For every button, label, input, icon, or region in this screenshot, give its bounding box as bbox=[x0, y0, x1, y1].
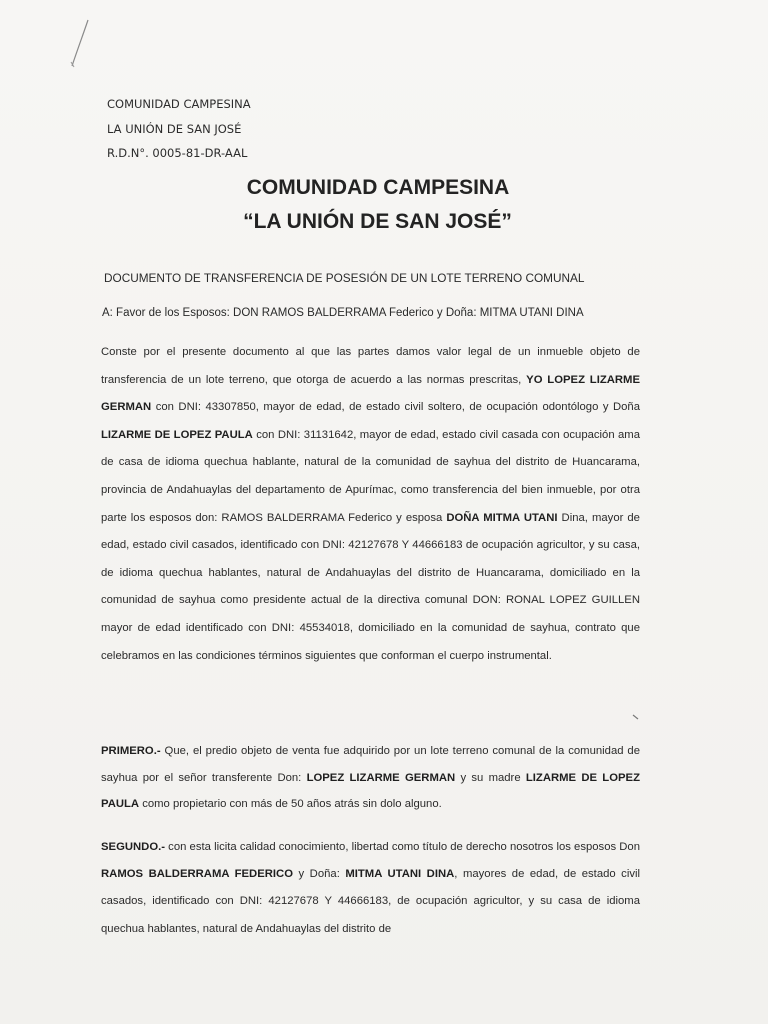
primero-text-2: y su madre bbox=[455, 771, 526, 784]
header-community-name: LA UNIÓN DE SAN JOSÉ bbox=[107, 121, 242, 136]
main-paragraph bbox=[101, 339, 640, 670]
pencil-mark bbox=[62, 18, 102, 70]
main-text-1: Conste por el presente documento al que las partes damos valor legal de un inmueble objeto de transferencia de un lote terreno, que otorga de acuerdo a las normas prescritas, bbox=[101, 346, 640, 386]
main-bold-2: LIZARME DE LOPEZ PAULA bbox=[101, 428, 253, 441]
document-title bbox=[0, 171, 768, 239]
clause-segundo-label: SEGUNDO.- bbox=[101, 841, 166, 853]
beneficiaries-line: A: Favor de los Esposos: DON RAMOS BALDERRAMA Federico y Doña: MITMA UTANI DINA bbox=[102, 307, 584, 319]
primero-bold-2: LIZARME DE LOPEZ PAULA bbox=[101, 771, 640, 810]
main-bold-1: YO LOPEZ LIZARME GERMAN bbox=[101, 373, 640, 414]
clause-primero bbox=[101, 738, 640, 818]
segundo-text-2: y Doña: bbox=[293, 868, 346, 881]
segundo-text-1: con esta licita calidad conocimiento, libertad como título de derecho nosotros los esposos Don bbox=[165, 841, 640, 853]
primero-bold-1: LOPEZ LIZARME GERMAN bbox=[306, 771, 456, 784]
main-text-3: con DNI: 31131642, mayor de edad, estado civil casada con ocupación ama de casa de idioma quechua hablante, natural de la comunidad de sayhua del distrito de Huancarama, provincia de Andahuaylas del departamento de Apurímac, como transferencia del bien inmueble, por otra parte los esposos don: RAMOS BALDERRAMA Federico y esposa bbox=[101, 428, 640, 524]
main-bold-3: DOÑA MITMA UTANI bbox=[446, 511, 558, 524]
segundo-text-3: , mayores de edad, de estado civil casados, identificado con DNI: 42127678 Y 44666183, de ocupación agricultor, y su casa de idioma quechua hablantes, natural de Andahuaylas del distrito de bbox=[101, 868, 641, 935]
document-type-heading: DOCUMENTO DE TRANSFERENCIA DE POSESIÓN DE UN LOTE TERRENO COMUNAL bbox=[104, 271, 585, 285]
primero-text-1: Que, el predio objeto de venta fue adquirido por un lote terreno comunal de la comunidad de sayhua por el señor transferente Don: bbox=[101, 745, 640, 784]
title-line-2: “LA UNIÓN DE SAN JOSÉ” bbox=[243, 210, 512, 233]
primero-text-3: como propietario con más de 50 años atrás sin dolo alguno. bbox=[139, 798, 442, 810]
segundo-bold-2: MITMA UTANI DINA bbox=[345, 868, 455, 881]
clause-segundo bbox=[101, 834, 640, 943]
main-text-4: Dina, mayor de edad, estado civil casados, identificado con DNI: 42127678 Y 44666183 de ocupación agricultor, y su casa, de idioma quechua hablantes, natural de Andahuaylas del distrito de Huancarama, domiciliado en la comunidad de sayhua como presidente actual de la directiva comunal DON: RONAL LOPEZ GUILLEN mayor de edad identificado con DNI: 45534018, domiciliado en la comunidad de sayhua, contrato que celebramos en las condiciones términos siguientes que conforman el cuerpo instrumental. bbox=[101, 511, 640, 662]
title-line-1: COMUNIDAD CAMPESINA bbox=[246, 176, 510, 199]
clause-primero-label: PRIMERO.- bbox=[101, 745, 161, 757]
segundo-bold-1: RAMOS BALDERRAMA FEDERICO bbox=[101, 868, 293, 881]
header-registration-number: R.D.N°. 0005-81-DR-AAL bbox=[107, 146, 248, 160]
main-text-2: con DNI: 43307850, mayor de edad, de estado civil soltero, de ocupación odontólogo y Doña bbox=[151, 401, 640, 414]
stray-mark bbox=[632, 714, 640, 720]
header-community: COMUNIDAD CAMPESINA bbox=[107, 97, 251, 111]
issuer-header bbox=[107, 92, 251, 166]
